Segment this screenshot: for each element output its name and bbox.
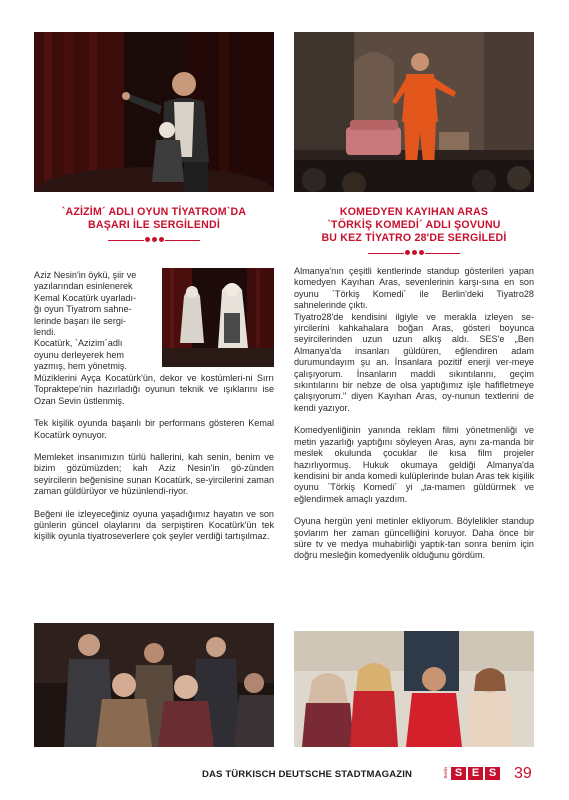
stage-photo-comedian [294, 32, 534, 192]
body-paragraph: Tek kişilik oyunda başarılı bir performans gösteren Kemal Kocatürk oynuyor. [34, 418, 274, 440]
intro-line: lerinde başarı ile sergi- [34, 315, 126, 326]
page-number: 39 [514, 765, 532, 782]
right-headline-line2: `TÖRKİŞ KOMEDİ´ ADLI ŞOVUNU [327, 219, 501, 231]
right-article-body [294, 266, 534, 562]
left-article-body [34, 373, 274, 543]
intro-line: lendi. [34, 327, 56, 338]
berlin-label: Berlin [443, 767, 448, 779]
right-headline-line1: KOMEDYEN KAYIHAN ARAS [339, 206, 489, 218]
audience-photo [34, 623, 274, 747]
right-headline-line3: BU KEZ TİYATRO 28'DE SERGİLEDİ [321, 232, 507, 244]
intro-line: oyunu derleyerek hem [34, 349, 124, 360]
body-paragraph: Oyuna hergün yeni metinler ekliyorum. Böylelikler standup şovlarım her zaman güncelliğini koruyor. Daha önce bir süre tv ve medya muhabirliği yaptık-tan sonra benim için doğru mesleğin komedyenlik olduğunu gördüm. [294, 516, 534, 561]
body-paragraph: Tiyatro28'de kendisini ilgiyle ve merakla izleyen se-yircilerini kahkahalara boğan Aras, gösteri boyunca seyircilerinden uzun uzun alkış aldı. SES'e „Ben Almanya'da insanları güldüren, eğlendiren adam durumundayım şu an. İnsanlara pozitif enerji ver-meye çalışıyorum. İnsanların maddi sıkıntılarını, geçim sıkıntılarını bir nebze de olsa yaptığımız işle hafifletmeye çalışıyorum." diyen Kayıhan Aras, oy-nunun textlerini de kendi yazıyor. [294, 311, 534, 413]
body-paragraph: Beğeni ile izleyeceğiniz oyuna yaşadığımız hayatın ve son günlerin güncel olaylarını da serpiştiren Kocatürk'ün tek kişilik oyunla tiyatroseverlere çok şeyler verdiği tartışılmaz. [34, 508, 274, 542]
left-article-headline [34, 206, 274, 232]
right-headline-divider [368, 249, 460, 257]
group-photo [294, 631, 534, 747]
stage-photo-puppeteer [34, 32, 274, 192]
intro-line: ğı oyun Tiyatrom sahne- [34, 304, 132, 315]
intro-line: yazılarından esinlenerek [34, 281, 133, 292]
left-headline-line2: BAŞARI İLE SERGİLENDİ [88, 219, 220, 231]
page-footer [0, 763, 569, 789]
body-paragraph: Almanya'nın çeşitli kentlerinde standup gösterileri yapan komedyen Kayıhan Aras, sevenlerinin karşı-sına en son oyunu `Törkiş Komedi´ ile Berlin'deki Tiyatro28 sahnelerinde çıktı. [294, 266, 534, 311]
body-paragraph: Müziklerini Ayça Kocatürk'ün, dekor ve kostümleri-ni Sırrı Topraktepe'nin hazırladığı oyunun teknik ve ışıklarını ise Ozan Sevin üstlenmiş. [34, 373, 274, 406]
stage-photo-veiled-figures [162, 268, 274, 367]
intro-line: Kocatürk, `Azizim´adlı [34, 338, 123, 349]
right-article-headline [294, 206, 534, 245]
left-article-intro [34, 270, 158, 373]
intro-line: yazmış, hem yönetmiş. [34, 361, 127, 372]
logo-letter: S [451, 767, 466, 780]
logo-letter: E [468, 767, 483, 780]
magazine-name: DAS TÜRKISCH DEUTSCHE STADTMAGAZIN [202, 769, 413, 780]
left-headline-line1: `AZİZİM´ ADLI OYUN TİYATROM`DA [61, 206, 247, 218]
logo-letter: S [485, 767, 500, 780]
body-paragraph: Memleket insanımızın türlü hallerini, kah senin, benim ve bizim gözümüzden; kah Aziz Nesin'in gö-zünden seyircilerin beğenisine sunan Kocatürk, se-yircilerini zaman zaman güldürüyor ve hüzünlendi-riyor. [34, 452, 274, 497]
intro-line: Kemal Kocatürk uyarladı- [34, 292, 137, 303]
left-headline-divider [108, 236, 200, 244]
body-paragraph: Komedyenliğinin yanında reklam filmi yönetmenliği ve metin yazarlığı yaptığını söyleyen Aras, aynı za-manda bir meslek okulunda çocuklar ile kısa film projeler hazırlıyormuş. Hukuk okumaya geldiği Almanya'da kendisini bir anda komedi kulüplerinde bulan Aras tek kişilik oyunu `Törkiş Komedi´ yi „ta-mamen güldürmek ve eğlendirmek amaçlı yazdım. [294, 425, 534, 504]
intro-line: Aziz Nesin'in öykü, şiir ve [34, 270, 137, 280]
